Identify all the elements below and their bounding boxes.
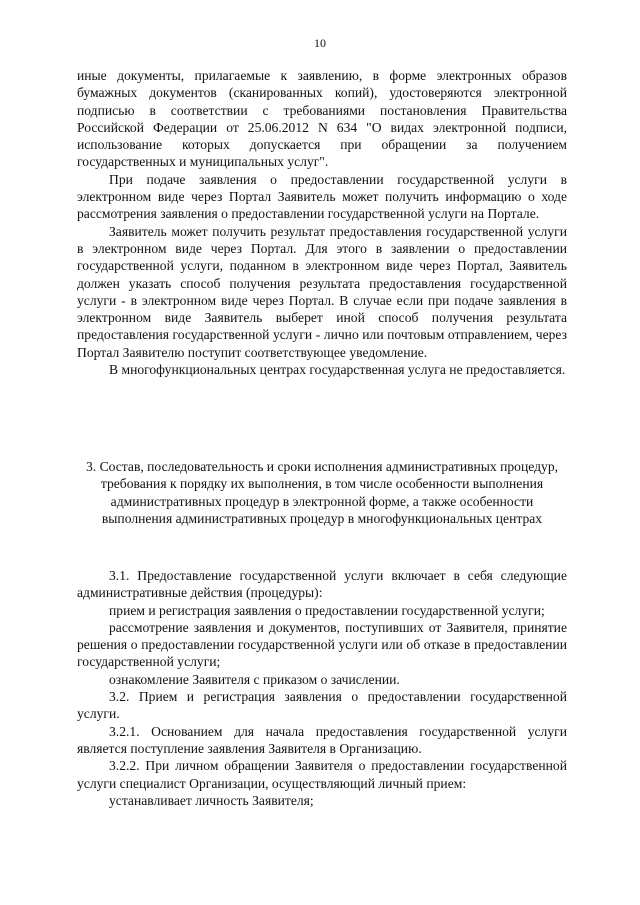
list-item-acquaintance: ознакомление Заявителя с приказом о зачислении.: [109, 671, 400, 687]
paragraph-mfc-not-provided: В многофункциональных центрах государственная услуга не предоставляется.: [109, 362, 566, 378]
paragraph-electronic-signature: иные документы, прилагаемые к заявлению, в форме электронных образов бумажных документов (сканированных копий), удостоверяются электронной подписью в соответствии с требованиями постановления Правительства Российской Федерации от 25.06.2012 N 634 "О видах электронной подписи, использование которых допускается при обращении за получением государственных и муниципальных услуг".: [77, 68, 567, 170]
list-item-review: рассмотрение заявления и документов, поступивших от Заявителя, принятие решения о предоставлении государственной услуги или об отказе в предоставлении государственной услуги;: [77, 619, 567, 670]
paragraph-3-2: 3.2. Прием и регистрация заявления о предоставлении государственной услуги.: [77, 689, 567, 722]
list-item-identity: устанавливает личность Заявителя;: [109, 792, 314, 808]
page-number: 10: [314, 36, 326, 50]
section-heading-block: [77, 458, 567, 527]
paragraph-3-2-1: 3.2.1. Основанием для начала предоставления государственной услуги является поступление заявления Заявителя в Организацию.: [77, 723, 567, 756]
intro-block: [77, 67, 567, 378]
paragraph-portal-result: Заявитель может получить результат предоставления государственной услуги в электронном виде через Портал. Для этого в заявлении о предоставлении государственной услуги, поданном в электронном виде через Портал, Заявитель должен указать способ получения результата предоставления государственной услуги - в электронном виде через Портал. В случае если при подаче заявления в электронном виде Заявитель выберет иной способ получения результата предоставления государственной услуги - лично или почтовым отправлением, через Портал Заявителю поступит соответствующее уведомление.: [77, 223, 567, 360]
paragraph-portal-status: При подаче заявления о предоставлении государственной услуги в электронном виде через Портал Заявитель может получить информацию о ходе рассмотрения заявления о предоставлении государственной услуги на Портале.: [77, 171, 567, 222]
list-item-reception: прием и регистрация заявления о предоставлении государственной услуги;: [109, 602, 545, 618]
paragraph-3-2-2: 3.2.2. При личном обращении Заявителя о предоставлении государственной услуги специалист Организации, осуществляющий личный прием:: [77, 758, 567, 791]
section-body: [77, 567, 567, 809]
section-heading: 3. Состав, последовательность и сроки исполнения административных процедур, требования к порядку их выполнения, в том числе особенности выполнения административных процедур в электронной форме, а также особенности выполнения административных процедур в многофункциональных центрах: [85, 459, 559, 526]
paragraph-3-1: 3.1. Предоставление государственной услуги включает в себя следующие административные действия (процедуры):: [77, 568, 567, 601]
